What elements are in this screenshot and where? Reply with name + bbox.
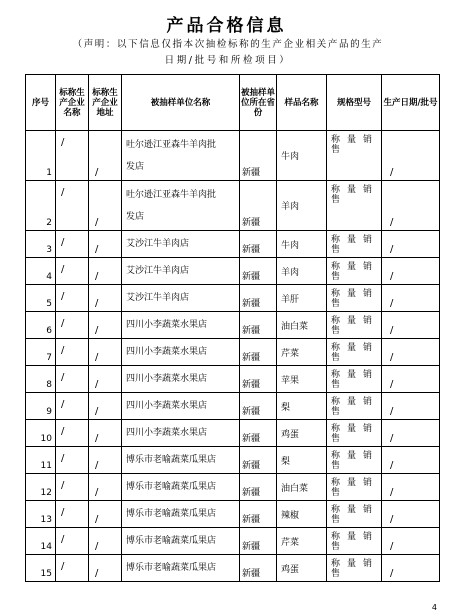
- spec-line-1: 称量销: [331, 451, 380, 461]
- cell-no: 13: [26, 501, 56, 528]
- header-spec: 规格型号: [327, 75, 382, 131]
- spec-line-2: 售: [331, 299, 341, 309]
- header-producer-name: 标称生产企业名称: [56, 75, 89, 131]
- spec-line-2: 售: [331, 407, 341, 417]
- spec-line-1: 称量销: [331, 235, 380, 245]
- spec-line-1: 称量销: [331, 370, 380, 380]
- producer-address-value: /: [95, 298, 99, 309]
- producer-address-value: /: [95, 352, 99, 363]
- sampled-unit-line-1: 四川小李蔬菜水果店: [126, 428, 208, 438]
- table-row: [26, 474, 440, 501]
- table-row: [26, 312, 440, 339]
- date-value: /: [390, 298, 394, 309]
- date-value: /: [390, 352, 394, 363]
- cell-producer-name: [56, 231, 89, 258]
- table-row: [26, 181, 440, 231]
- cell-sampled-unit: [122, 393, 240, 420]
- cell-producer-address: [89, 474, 122, 501]
- cell-producer-address: [89, 501, 122, 528]
- cell-product: 梨: [277, 393, 327, 420]
- date-value: /: [390, 379, 394, 390]
- table-row: [26, 131, 440, 181]
- cell-no: 2: [26, 181, 56, 231]
- cell-producer-name: [56, 131, 89, 181]
- spec-line-2: 售: [331, 326, 341, 336]
- table-row: [26, 555, 440, 582]
- producer-name-value: /: [61, 480, 65, 491]
- cell-product: 芹菜: [277, 528, 327, 555]
- sampled-unit-line-1: 四川小李蔬菜水果店: [126, 374, 208, 384]
- cell-no: 3: [26, 231, 56, 258]
- cell-sampled-unit: [122, 339, 240, 366]
- cell-no: 5: [26, 285, 56, 312]
- producer-name-value: /: [61, 534, 65, 545]
- spec-line-1: 称量销: [331, 397, 380, 407]
- spec-line-2: 售: [331, 434, 341, 444]
- spec-line-1: 称量销: [331, 505, 380, 515]
- cell-province: 新疆: [240, 474, 277, 501]
- cell-producer-address: [89, 312, 122, 339]
- table-row: [26, 339, 440, 366]
- cell-province: 新疆: [240, 447, 277, 474]
- sampled-unit-line-1: 艾沙江牛羊肉店: [126, 239, 190, 249]
- producer-address-value: /: [95, 167, 99, 178]
- producer-name-value: /: [61, 345, 65, 356]
- cell-spec: [327, 555, 382, 582]
- cell-no: 9: [26, 393, 56, 420]
- spec-line-1: 称量销: [331, 262, 380, 272]
- cell-product: 羊肉: [277, 258, 327, 285]
- cell-date: [382, 339, 440, 366]
- cell-province: 新疆: [240, 285, 277, 312]
- cell-no: 6: [26, 312, 56, 339]
- cell-date: [382, 474, 440, 501]
- cell-sampled-unit: [122, 555, 240, 582]
- producer-name-value: /: [61, 264, 65, 275]
- sampled-unit-line-1: 四川小李蔬菜水果店: [126, 320, 208, 330]
- cell-producer-name: [56, 501, 89, 528]
- cell-date: [382, 393, 440, 420]
- cell-product: 鸡蛋: [277, 420, 327, 447]
- spec-line-2: 售: [331, 461, 341, 471]
- cell-province: 新疆: [240, 528, 277, 555]
- producer-name-value: /: [61, 237, 65, 248]
- spec-line-1: 称量销: [331, 559, 380, 569]
- cell-producer-address: [89, 528, 122, 555]
- cell-date: [382, 231, 440, 258]
- cell-producer-name: [56, 420, 89, 447]
- cell-date: [382, 528, 440, 555]
- cell-province: 新疆: [240, 366, 277, 393]
- spec-line-1: 称量销: [331, 289, 380, 299]
- cell-producer-address: [89, 258, 122, 285]
- sampled-unit-line-1: 博乐市老喻蔬菜瓜果店: [126, 536, 217, 546]
- spec-line-2: 售: [331, 488, 341, 498]
- producer-name-value: /: [61, 187, 65, 198]
- producer-address-value: /: [95, 541, 99, 552]
- disclaimer-line-2: 日期/批号和所检项目）: [164, 55, 292, 66]
- cell-province: 新疆: [240, 131, 277, 181]
- cell-producer-name: [56, 312, 89, 339]
- cell-producer-name: [56, 181, 89, 231]
- table-row: [26, 420, 440, 447]
- table-row: [26, 528, 440, 555]
- header-date: 生产日期/批号: [382, 75, 440, 131]
- spec-line-1: 称量销: [331, 135, 380, 145]
- cell-no: 14: [26, 528, 56, 555]
- cell-producer-address: [89, 231, 122, 258]
- cell-date: [382, 258, 440, 285]
- sampled-unit-line-2: 发店: [126, 161, 145, 172]
- cell-product: 羊肉: [277, 181, 327, 231]
- spec-line-1: 称量销: [331, 185, 380, 195]
- date-value: /: [390, 406, 394, 417]
- cell-province: 新疆: [240, 501, 277, 528]
- cell-producer-name: [56, 258, 89, 285]
- cell-spec: [327, 528, 382, 555]
- cell-spec: [327, 131, 382, 181]
- cell-producer-name: [56, 393, 89, 420]
- spec-line-2: 售: [331, 245, 341, 255]
- cell-spec: [327, 420, 382, 447]
- spec-line-2: 售: [331, 380, 341, 390]
- header-no: 序号: [26, 75, 56, 131]
- table-row: [26, 393, 440, 420]
- cell-date: [382, 420, 440, 447]
- cell-date: [382, 181, 440, 231]
- spec-line-1: 称量销: [331, 478, 380, 488]
- cell-date: [382, 285, 440, 312]
- cell-sampled-unit: [122, 474, 240, 501]
- page-title: 产品合格信息: [166, 16, 287, 36]
- sampled-unit-line-1: 博乐市老喻蔬菜瓜果店: [126, 455, 217, 465]
- producer-address-value: /: [95, 514, 99, 525]
- cell-sampled-unit: [122, 258, 240, 285]
- cell-date: [382, 501, 440, 528]
- cell-no: 12: [26, 474, 56, 501]
- cell-producer-address: [89, 393, 122, 420]
- producer-address-value: /: [95, 433, 99, 444]
- spec-line-2: 售: [331, 272, 341, 282]
- cell-spec: [327, 231, 382, 258]
- producer-name-value: /: [61, 507, 65, 518]
- cell-spec: [327, 285, 382, 312]
- spec-line-1: 称量销: [331, 424, 380, 434]
- cell-sampled-unit: [122, 231, 240, 258]
- cell-date: [382, 131, 440, 181]
- producer-address-value: /: [95, 217, 99, 228]
- sampled-unit-line-1: 四川小李蔬菜水果店: [126, 347, 208, 357]
- date-value: /: [390, 433, 394, 444]
- cell-no: 4: [26, 258, 56, 285]
- cell-date: [382, 312, 440, 339]
- cell-producer-address: [89, 555, 122, 582]
- header-province: 被抽样单位所在省份: [240, 75, 277, 131]
- cell-producer-address: [89, 447, 122, 474]
- cell-product: 辣椒: [277, 501, 327, 528]
- cell-producer-address: [89, 339, 122, 366]
- date-value: /: [390, 460, 394, 471]
- cell-province: 新疆: [240, 339, 277, 366]
- cell-province: 新疆: [240, 312, 277, 339]
- cell-product: 鸡蛋: [277, 555, 327, 582]
- cell-date: [382, 555, 440, 582]
- cell-no: 15: [26, 555, 56, 582]
- cell-producer-address: [89, 131, 122, 181]
- cell-producer-name: [56, 555, 89, 582]
- cell-spec: [327, 393, 382, 420]
- cell-no: 7: [26, 339, 56, 366]
- table-row: [26, 231, 440, 258]
- date-value: /: [390, 217, 394, 228]
- table-row: [26, 447, 440, 474]
- product-table: [25, 74, 440, 582]
- cell-province: 新疆: [240, 393, 277, 420]
- header-sampled-unit: 被抽样单位名称: [122, 75, 240, 131]
- producer-address-value: /: [95, 379, 99, 390]
- date-value: /: [390, 541, 394, 552]
- cell-spec: [327, 501, 382, 528]
- cell-product: 苹果: [277, 366, 327, 393]
- cell-date: [382, 447, 440, 474]
- cell-sampled-unit: [122, 312, 240, 339]
- producer-address-value: /: [95, 325, 99, 336]
- cell-spec: [327, 447, 382, 474]
- producer-name-value: /: [61, 399, 65, 410]
- cell-sampled-unit: [122, 366, 240, 393]
- producer-address-value: /: [95, 460, 99, 471]
- spec-line-1: 称量销: [331, 343, 380, 353]
- spec-line-2: 售: [331, 145, 341, 155]
- cell-province: 新疆: [240, 555, 277, 582]
- cell-province: 新疆: [240, 181, 277, 231]
- cell-product: 油白菜: [277, 312, 327, 339]
- header-producer-address: 标称生产企业地址: [89, 75, 122, 131]
- cell-date: [382, 366, 440, 393]
- producer-name-value: /: [61, 453, 65, 464]
- sampled-unit-line-1: 博乐市老喻蔬菜瓜果店: [126, 509, 217, 519]
- spec-line-2: 售: [331, 515, 341, 525]
- table-row: [26, 366, 440, 393]
- date-value: /: [390, 568, 394, 579]
- cell-sampled-unit: [122, 131, 240, 181]
- cell-sampled-unit: [122, 181, 240, 231]
- cell-sampled-unit: [122, 447, 240, 474]
- table-row: [26, 258, 440, 285]
- spec-line-1: 称量销: [331, 532, 380, 542]
- sampled-unit-line-1: 博乐市老喻蔬菜瓜果店: [126, 563, 217, 573]
- cell-product: 羊肝: [277, 285, 327, 312]
- disclaimer-line-1: （声明：以下信息仅指本次抽检标称的生产企业相关产品的生产: [72, 39, 384, 50]
- page-number: 4: [431, 603, 437, 612]
- date-value: /: [390, 325, 394, 336]
- cell-producer-address: [89, 285, 122, 312]
- cell-producer-name: [56, 474, 89, 501]
- cell-spec: [327, 258, 382, 285]
- producer-address-value: /: [95, 568, 99, 579]
- cell-spec: [327, 366, 382, 393]
- cell-producer-address: [89, 366, 122, 393]
- cell-spec: [327, 181, 382, 231]
- producer-name-value: /: [61, 561, 65, 572]
- cell-producer-name: [56, 447, 89, 474]
- cell-producer-name: [56, 285, 89, 312]
- producer-address-value: /: [95, 271, 99, 282]
- spec-line-1: 称量销: [331, 316, 380, 326]
- cell-no: 1: [26, 131, 56, 181]
- cell-province: 新疆: [240, 231, 277, 258]
- cell-no: 8: [26, 366, 56, 393]
- date-value: /: [390, 244, 394, 255]
- spec-line-2: 售: [331, 195, 341, 205]
- producer-address-value: /: [95, 487, 99, 498]
- spec-line-2: 售: [331, 542, 341, 552]
- cell-sampled-unit: [122, 528, 240, 555]
- cell-sampled-unit: [122, 501, 240, 528]
- cell-province: 新疆: [240, 258, 277, 285]
- cell-spec: [327, 339, 382, 366]
- table-row: [26, 285, 440, 312]
- sampled-unit-line-1: 艾沙江牛羊肉店: [126, 293, 190, 303]
- cell-product: 梨: [277, 447, 327, 474]
- producer-name-value: /: [61, 372, 65, 383]
- spec-line-2: 售: [331, 353, 341, 363]
- sampled-unit-line-1: 博乐市老喻蔬菜瓜果店: [126, 482, 217, 492]
- cell-sampled-unit: [122, 420, 240, 447]
- cell-producer-name: [56, 528, 89, 555]
- sampled-unit-line-2: 发店: [126, 211, 145, 222]
- cell-no: 10: [26, 420, 56, 447]
- header-row: [26, 75, 440, 131]
- sampled-unit-line-1: 吐尔逊江亚森牛羊肉批: [126, 139, 217, 150]
- cell-product: 油白菜: [277, 474, 327, 501]
- producer-name-value: /: [61, 318, 65, 329]
- cell-no: 11: [26, 447, 56, 474]
- date-value: /: [390, 271, 394, 282]
- cell-producer-name: [56, 339, 89, 366]
- table-row: [26, 501, 440, 528]
- cell-product: 芹菜: [277, 339, 327, 366]
- cell-producer-address: [89, 420, 122, 447]
- sampled-unit-line-1: 艾沙江牛羊肉店: [126, 266, 190, 276]
- producer-address-value: /: [95, 406, 99, 417]
- sampled-unit-line-1: 吐尔逊江亚森牛羊肉批: [126, 189, 217, 200]
- header-product: 样品名称: [277, 75, 327, 131]
- cell-product: 牛肉: [277, 131, 327, 181]
- producer-name-value: /: [61, 137, 65, 148]
- cell-spec: [327, 474, 382, 501]
- cell-producer-address: [89, 181, 122, 231]
- sampled-unit-line-1: 四川小李蔬菜水果店: [126, 401, 208, 411]
- spec-line-2: 售: [331, 569, 341, 579]
- cell-sampled-unit: [122, 285, 240, 312]
- cell-product: 牛肉: [277, 231, 327, 258]
- date-value: /: [390, 167, 394, 178]
- date-value: /: [390, 514, 394, 525]
- cell-province: 新疆: [240, 420, 277, 447]
- date-value: /: [390, 487, 394, 498]
- cell-spec: [327, 312, 382, 339]
- cell-producer-name: [56, 366, 89, 393]
- producer-address-value: /: [95, 244, 99, 255]
- producer-name-value: /: [61, 291, 65, 302]
- producer-name-value: /: [61, 426, 65, 437]
